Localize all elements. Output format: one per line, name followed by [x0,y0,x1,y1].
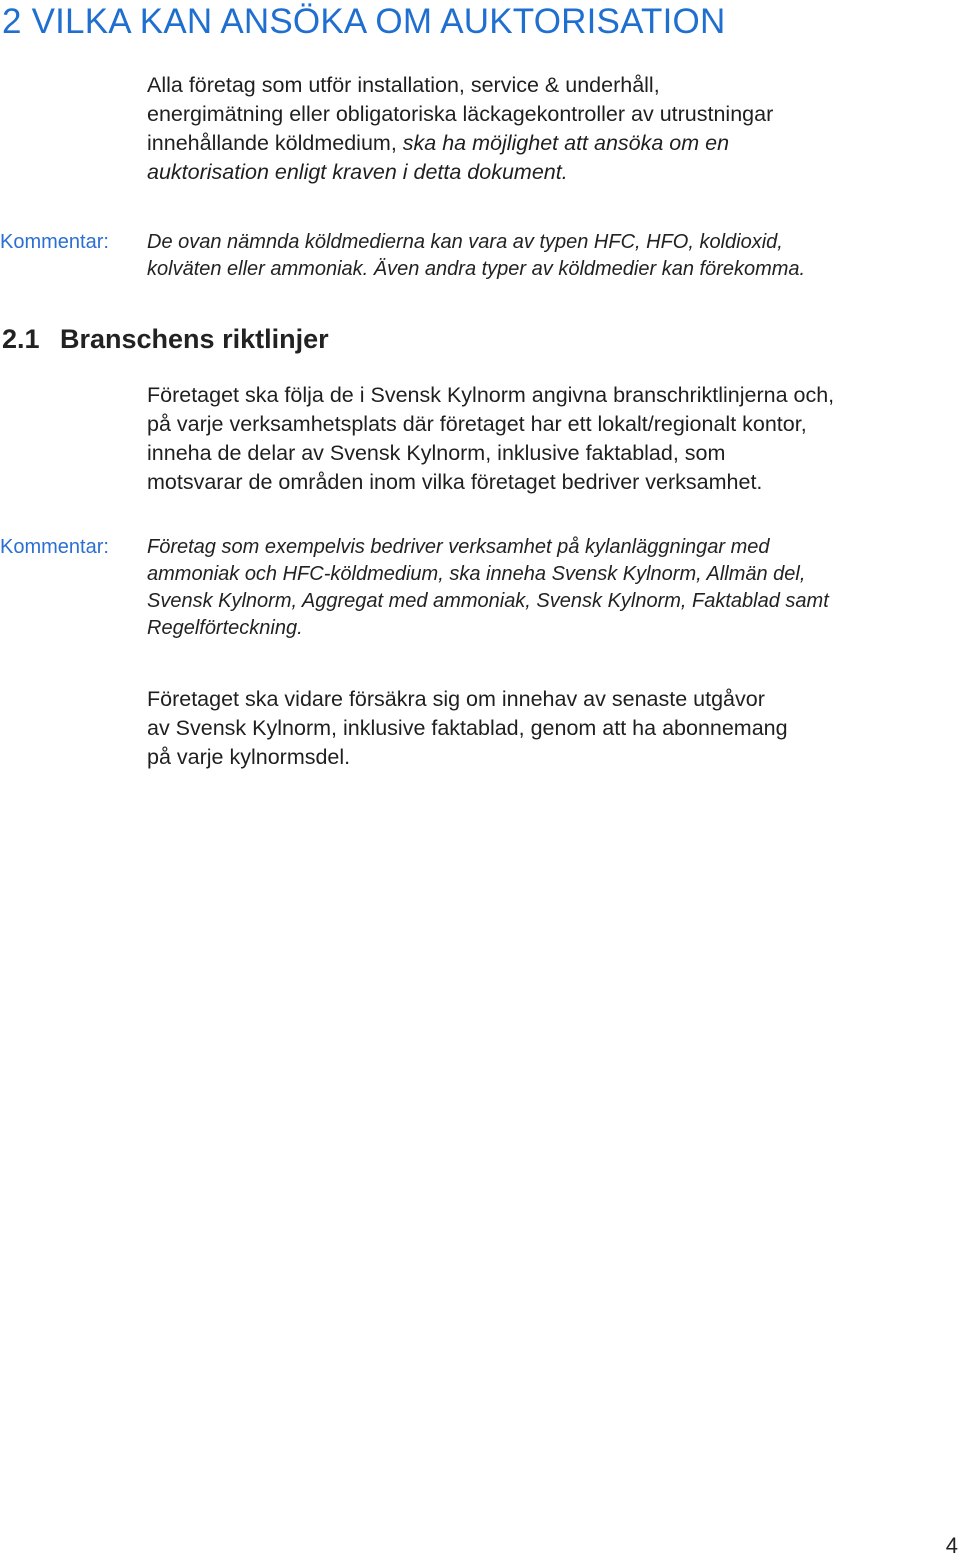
page-number: 4 [945,1533,958,1558]
paragraph-1-line-1: Företaget ska följa de i Svensk Kylnorm angivna branschriktlinjerna och, [147,383,835,407]
comment-2-line-2: ammoniak och HFC-köldmedium, ska inneha Svensk Kylnorm, Allmän del, [147,563,806,585]
paragraph-1-line-3: inneha de delar av Svensk Kylnorm, inklusive faktablad, som [147,441,726,465]
paragraph-2-line-3: på varje kylnormsdel. [147,745,351,769]
intro-line-1: Alla företag som utför installation, service & underhåll, [147,73,660,97]
comment-2-text [147,534,957,642]
intro-line-2: energimätning eller obligatoriska läckagekontroller av utrustningar [147,102,774,126]
comment-2-line-1: Företag som exempelvis bedriver verksamhet på kylanläggningar med [147,536,770,558]
comment-1-text [147,229,957,283]
intro-paragraph [147,71,957,187]
intro-line-3-normal: innehållande köldmedium, [147,131,403,155]
section-number: 2.1 [2,324,40,354]
comment-1-label: Kommentar: [0,231,109,253]
intro-line-3-italic: ska ha möjlighet att ansöka om en [402,131,730,155]
paragraph-2-line-1: Företaget ska vidare försäkra sig om innehav av senaste utgåvor [147,687,765,711]
paragraph-1 [147,381,957,497]
intro-line-4 [147,158,957,187]
paragraph-1-line-4: motsvarar de områden inom vilka företaget bedriver verksamhet. [147,470,763,494]
comment-1-line-1: De ovan nämnda köldmedierna kan vara av typen HFC, HFO, koldioxid, [147,231,783,253]
section-title: Branschens riktlinjer [60,324,329,354]
intro-line-4-italic: auktorisation enligt kraven i detta dokument. [147,160,568,184]
paragraph-2-line-2: av Svensk Kylnorm, inklusive faktablad, genom att ha abonnemang [147,716,788,740]
comment-2-label: Kommentar: [0,536,109,558]
comment-2-line-3: Svensk Kylnorm, Aggregat med ammoniak, Svensk Kylnorm, Faktablad samt [147,590,829,612]
comment-2-line-4: Regelförteckning. [147,617,303,639]
paragraph-1-line-2: på varje verksamhetsplats där företaget har ett lokalt/regionalt kontor, [147,412,807,436]
paragraph-2 [147,685,935,772]
section-heading [2,322,329,356]
comment-1-line-2: kolväten eller ammoniak. Även andra typer av köldmedier kan förekomma. [147,258,806,280]
intro-line-3 [147,129,957,158]
page-title: 2 VILKA KAN ANSÖKA OM AUKTORISATION [2,2,726,41]
